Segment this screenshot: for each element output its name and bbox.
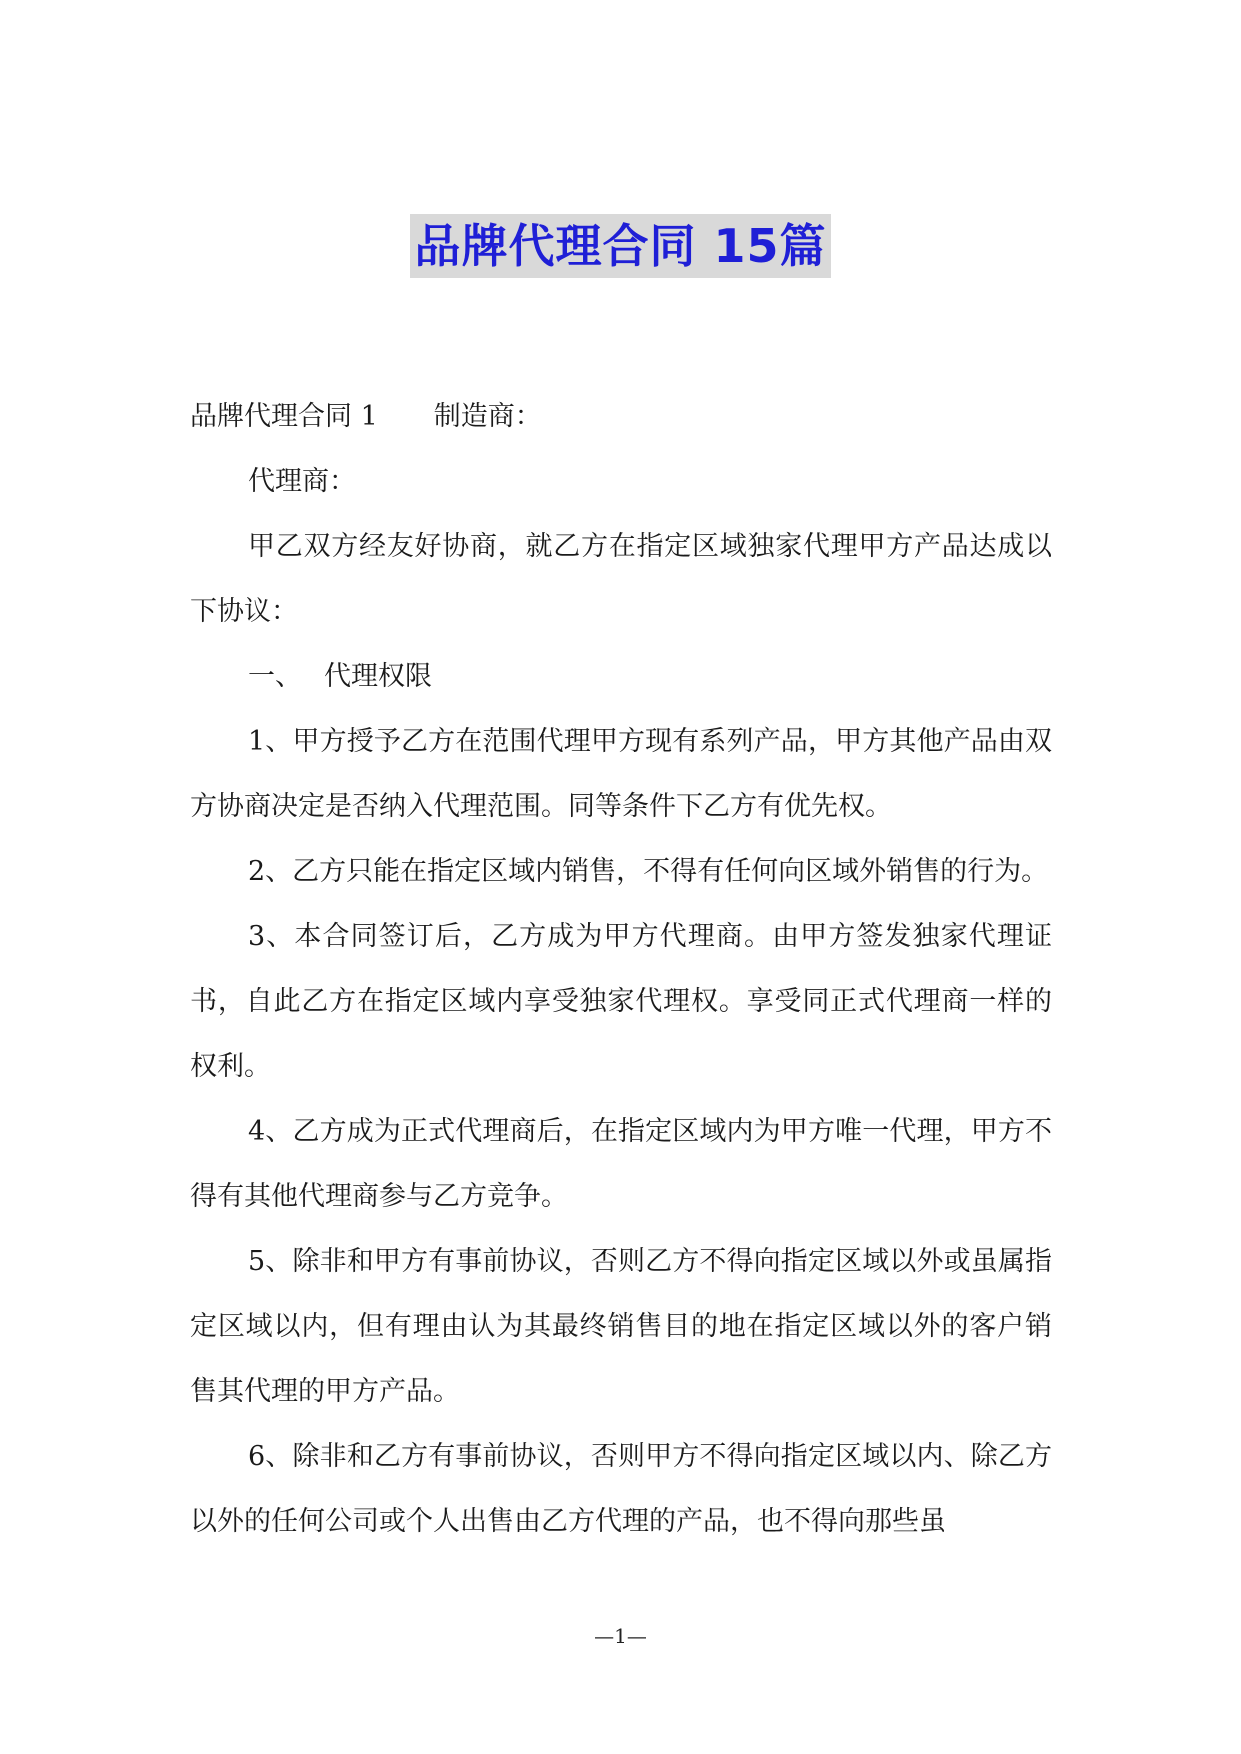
clause-3: 3、本合同签订后，乙方成为甲方代理商。由甲方签发独家代理证书，自此乙方在指定区域内享受独家代理权。享受同正式代理商一样的权利。	[190, 921, 1052, 1082]
page-number: —1—	[594, 1624, 647, 1648]
document-body	[190, 384, 1052, 1554]
document-title: 品牌代理合同 15篇	[410, 214, 830, 278]
clause-5: 5、除非和甲方有事前协议，否则乙方不得向指定区域以外或虽属指定区域以内，但有理由认为其最终销售目的地在指定区域以外的客户销售其代理的甲方产品。	[190, 1246, 1052, 1407]
clause-6: 6、除非和乙方有事前协议，否则甲方不得向指定区域以内、除乙方以外的任何公司或个人出售由乙方代理的产品，也不得向那些虽	[190, 1441, 1052, 1537]
title-container	[0, 214, 1241, 278]
clause-2: 2、乙方只能在指定区域内销售，不得有任何向区域外销售的行为。	[248, 856, 1049, 887]
clause-1: 1、甲方授予乙方在范围代理甲方现有系列产品，甲方其他产品由双方协商决定是否纳入代理范围。同等条件下乙方有优先权。	[190, 726, 1052, 822]
section-title: 代理权限	[324, 661, 432, 692]
section-number: 一、	[248, 661, 302, 692]
first-line	[190, 384, 1052, 449]
contract-heading: 品牌代理合同 1	[190, 401, 378, 432]
paragraph-intro: 甲乙双方经友好协商，就乙方在指定区域独家代理甲方产品达成以下协议：	[190, 531, 1052, 627]
manufacturer-label: 制造商：	[433, 401, 542, 432]
section-one-heading	[190, 644, 1052, 709]
clause-4: 4、乙方成为正式代理商后，在指定区域内为甲方唯一代理，甲方不得有其他代理商参与乙方竞争。	[190, 1116, 1052, 1212]
paragraph-agent: 代理商：	[248, 466, 356, 497]
